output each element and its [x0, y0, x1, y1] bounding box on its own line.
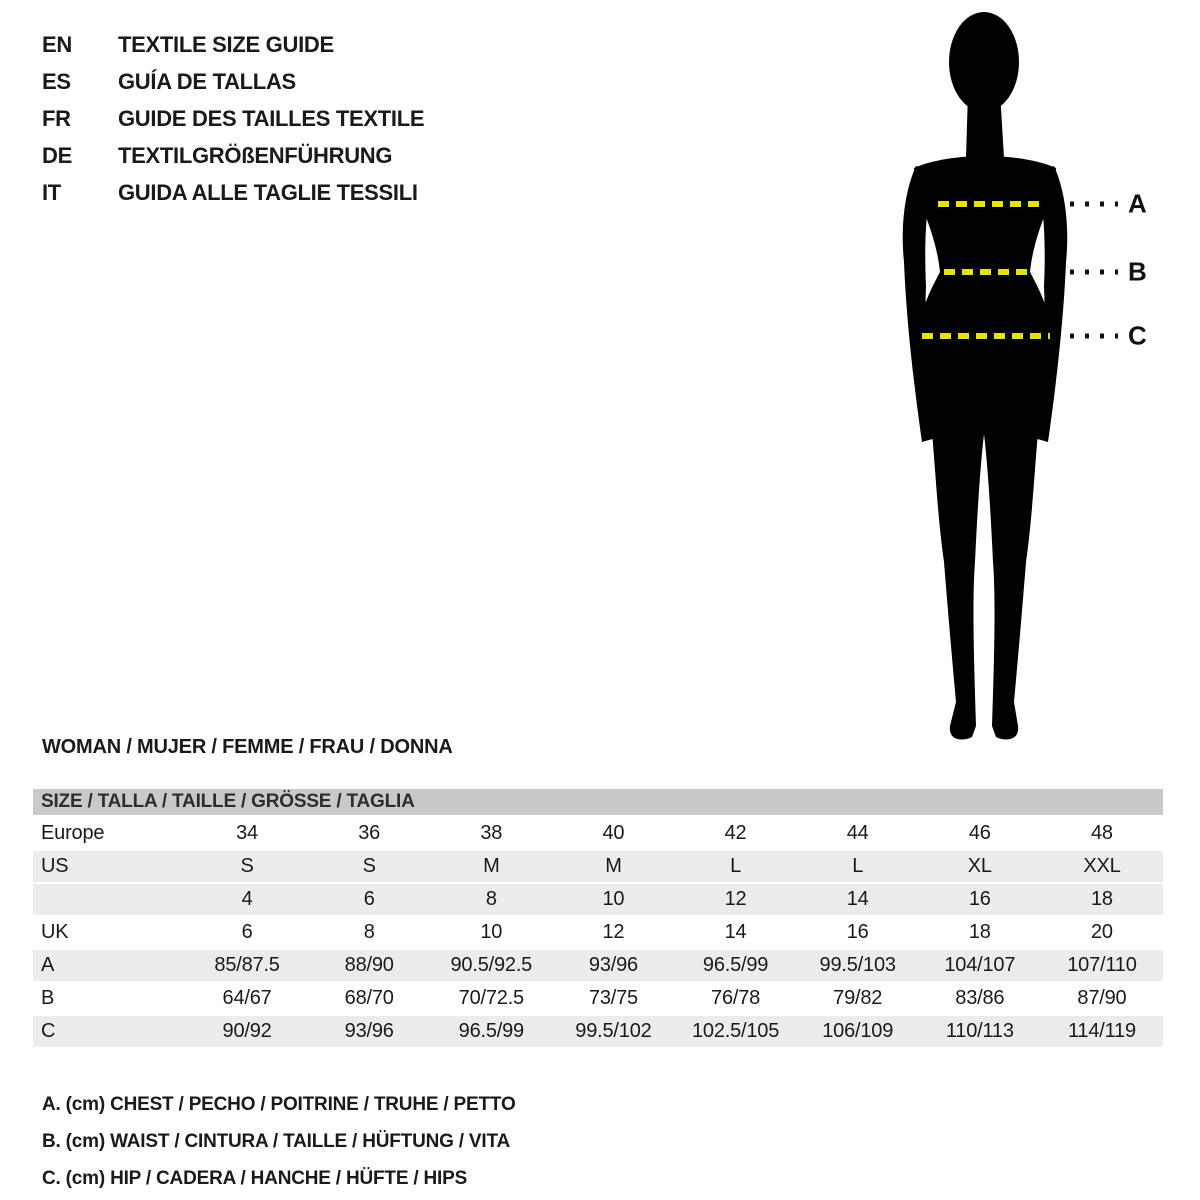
- table-cell: 79/82: [833, 987, 883, 1009]
- table-cell: 70/72.5: [458, 987, 524, 1009]
- table-cell: 87/90: [1077, 987, 1127, 1009]
- table-cell: 14: [724, 921, 747, 943]
- table-cell: 40: [602, 822, 625, 844]
- table-row-us: [33, 851, 1163, 882]
- row-label: US: [41, 855, 69, 877]
- woman-silhouette: [880, 0, 1200, 760]
- table-cell: 90/92: [222, 1020, 272, 1042]
- table-cell: 42: [724, 822, 747, 844]
- table-cell: 34: [236, 822, 258, 844]
- language-title: GUIDA ALLE TAGLIE TESSILI: [118, 180, 418, 205]
- table-row-hip: [33, 1016, 1163, 1047]
- measurement-notes: [42, 1086, 516, 1197]
- table-cell: 106/109: [822, 1020, 894, 1042]
- table-cell: 14: [846, 888, 869, 910]
- note-chest: A. (cm) CHEST / PECHO / POITRINE / TRUHE / PETTO: [42, 1094, 516, 1115]
- row-label: C: [41, 1020, 56, 1042]
- measurement-figure: [880, 0, 1200, 760]
- language-list: [42, 26, 424, 211]
- table-cell: L: [852, 855, 864, 877]
- table-cell: 102.5/105: [691, 1020, 780, 1042]
- table-cell: 18: [968, 921, 991, 943]
- note-hip: C. (cm) HIP / CADERA / HANCHE / HÜFTE / HIPS: [42, 1168, 468, 1189]
- table-cell: 99.5/102: [575, 1020, 652, 1042]
- measure-label-b: B: [1128, 256, 1147, 287]
- table-cell: 104/107: [944, 954, 1016, 976]
- table-cell: 36: [358, 822, 381, 844]
- table-cell: 93/96: [344, 1020, 394, 1042]
- table-row-us-numeric: [33, 884, 1163, 915]
- table-cell: 44: [846, 822, 869, 844]
- table-cell: M: [483, 855, 500, 877]
- table-cell: 110/113: [945, 1020, 1014, 1042]
- table-cell: 4: [241, 888, 253, 910]
- table-cell: 93/96: [588, 954, 638, 976]
- table-row-waist: [33, 983, 1163, 1014]
- language-code: ES: [42, 69, 71, 94]
- table-cell: 96.5/99: [458, 1020, 524, 1042]
- table-cell: 20: [1091, 921, 1113, 943]
- table-cell: 85/87.5: [214, 954, 280, 976]
- language-title: TEXTILGRÖßENFÜHRUNG: [118, 143, 393, 168]
- table-cell: XL: [967, 855, 992, 877]
- table-cell: 38: [480, 822, 503, 844]
- table-cell: 46: [968, 822, 991, 844]
- language-code: IT: [42, 180, 61, 205]
- table-cell: 114/119: [1067, 1020, 1136, 1042]
- table-cell: 99.5/103: [819, 954, 896, 976]
- table-cell: 68/70: [344, 987, 394, 1009]
- table-row-uk: [33, 917, 1163, 948]
- table-cell: 90.5/92.5: [450, 954, 533, 976]
- table-cell: 10: [480, 921, 503, 943]
- row-label: Europe: [41, 822, 105, 844]
- row-label: B: [41, 987, 55, 1009]
- table-cell: 73/75: [588, 987, 638, 1009]
- table-cell: 83/86: [955, 987, 1005, 1009]
- size-table: [33, 789, 1163, 1049]
- language-code: EN: [42, 32, 72, 57]
- table-row-europe: [33, 818, 1163, 849]
- table-cell: 8: [485, 888, 497, 910]
- table-cell: 88/90: [344, 954, 394, 976]
- table-header: SIZE / TALLA / TAILLE / GRÖSSE / TAGLIA: [33, 789, 1163, 815]
- measure-label-a: A: [1128, 188, 1147, 219]
- table-cell: 8: [363, 921, 375, 943]
- table-cell: 10: [602, 888, 625, 910]
- table-cell: 96.5/99: [702, 954, 769, 976]
- group-title: WOMAN / MUJER / FEMME / FRAU / DONNA: [42, 736, 453, 758]
- table-cell: 12: [602, 921, 625, 943]
- table-cell: S: [240, 855, 254, 877]
- measure-label-c: C: [1128, 320, 1147, 351]
- table-cell: 18: [1091, 888, 1113, 910]
- table-cell: 16: [968, 888, 991, 910]
- table-cell: 107/110: [1067, 954, 1137, 976]
- table-cell: 6: [363, 888, 375, 910]
- table-cell: 6: [241, 921, 253, 943]
- note-waist: B. (cm) WAIST / CINTURA / TAILLE / HÜFTUNG / VITA: [42, 1131, 510, 1152]
- language-title: GUÍA DE TALLAS: [118, 69, 296, 94]
- row-label: UK: [41, 921, 69, 943]
- table-cell: 16: [846, 921, 869, 943]
- table-cell: 64/67: [222, 987, 272, 1009]
- table-cell: L: [730, 855, 742, 877]
- language-code: DE: [42, 143, 72, 168]
- table-row-chest: [33, 950, 1163, 981]
- table-cell: M: [605, 855, 622, 877]
- language-title: GUIDE DES TAILLES TEXTILE: [118, 106, 425, 131]
- row-label: [33, 884, 186, 915]
- language-code: FR: [42, 106, 71, 131]
- table-cell: S: [362, 855, 376, 877]
- row-label: A: [41, 954, 55, 976]
- language-title: TEXTILE SIZE GUIDE: [118, 32, 334, 57]
- table-cell: XXL: [1083, 855, 1121, 877]
- table-cell: 76/78: [711, 987, 761, 1009]
- table-cell: 48: [1091, 822, 1113, 844]
- table-cell: 12: [724, 888, 747, 910]
